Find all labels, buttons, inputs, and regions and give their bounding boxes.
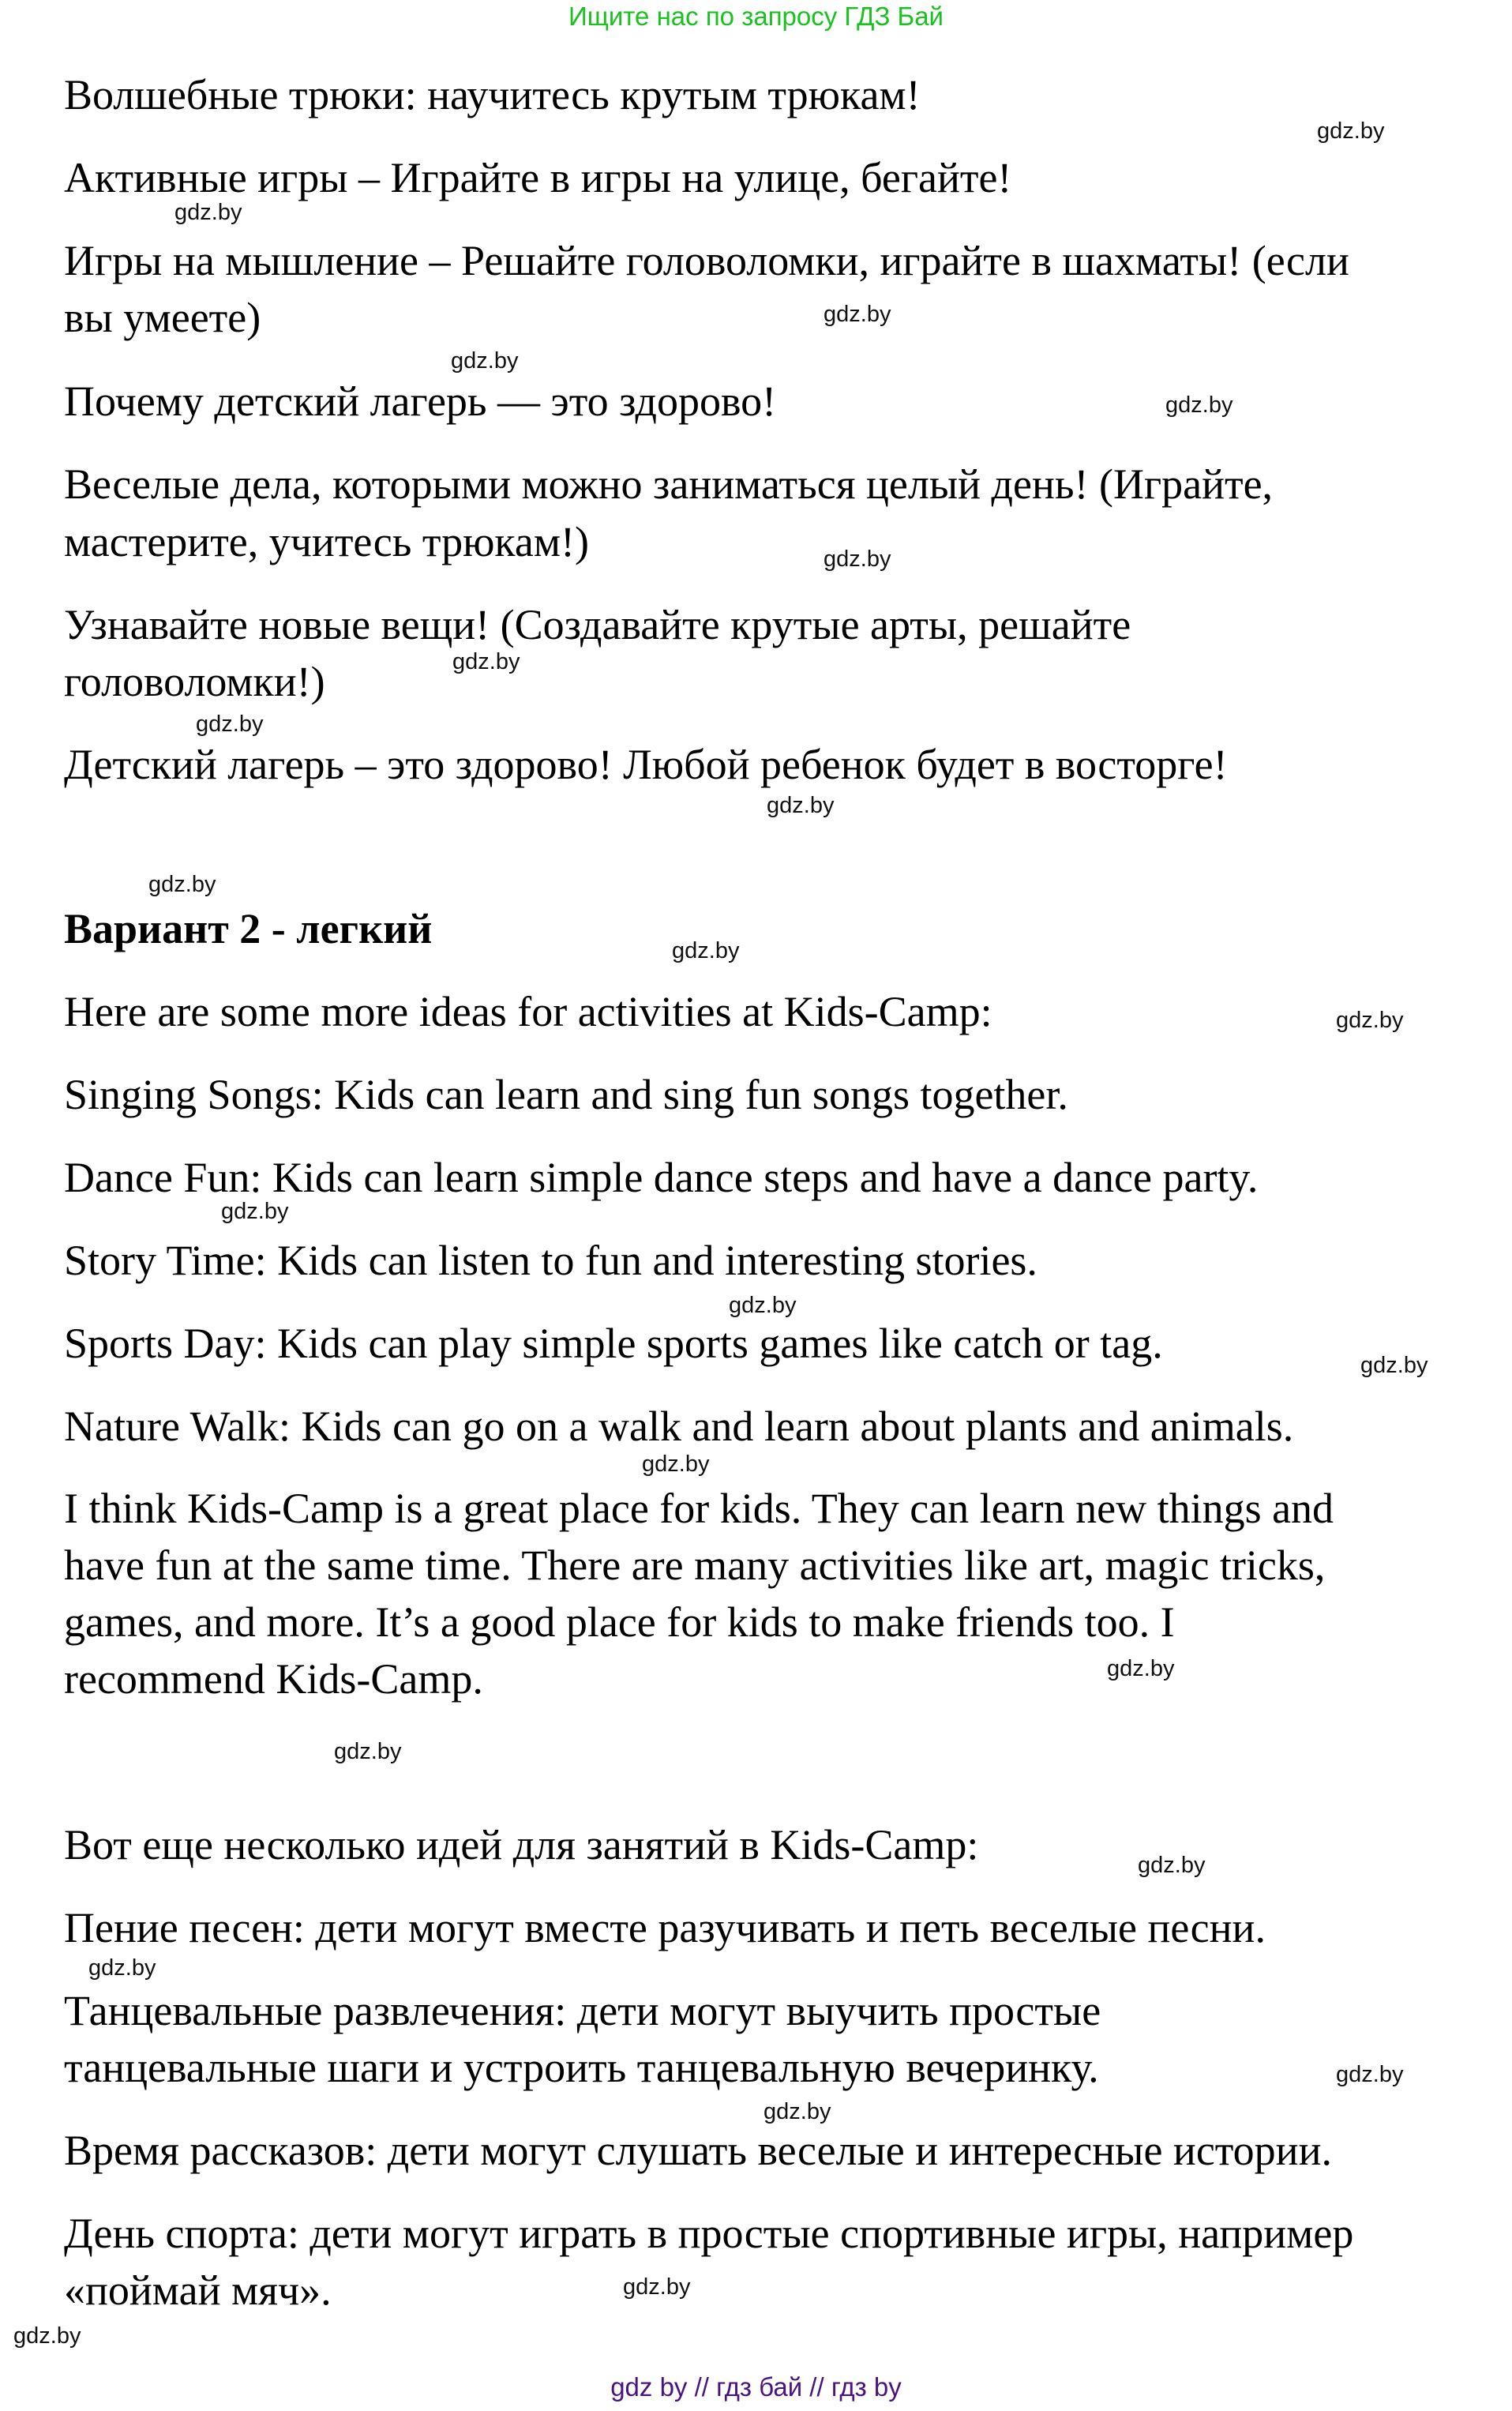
footer-links: gdz by // гдз бай // гдз by [610, 2372, 902, 2402]
watermark: gdz.by [334, 1739, 402, 1764]
watermark: gdz.by [1317, 118, 1385, 144]
watermark: gdz.by [1138, 1853, 1206, 1878]
text-line: танцевальные шаги и устроить танцевальную вечеринку. [64, 2044, 1099, 2091]
text-line: Веселые дела, которыми можно заниматься целый день! (Играйте, [64, 460, 1274, 508]
text-line: День спорта: дети могут играть в простые спортивные игры, например [64, 2210, 1354, 2257]
text-line: I think Kids-Camp is a great place for kids. They can learn new things and [64, 1485, 1334, 1532]
text-line: Here are some more ideas for activities at Kids-Camp: [64, 988, 992, 1035]
text-line: Почему детский лагерь — это здорово! [64, 377, 777, 425]
text-line: мастерите, учитесь трюкам!) [64, 518, 589, 565]
text-line: Singing Songs: Kids can learn and sing fun songs together. [64, 1071, 1068, 1118]
text-line: Dance Fun: Kids can learn simple dance steps and have a dance party. [64, 1154, 1259, 1201]
watermark: gdz.by [174, 200, 242, 225]
watermark: gdz.by [642, 1451, 710, 1477]
watermark: gdz.by [88, 1955, 156, 1981]
text-line: Nature Walk: Kids can go on a walk and learn about plants and animals. [64, 1403, 1294, 1450]
text-line: Узнавайте новые вещи! (Создавайте крутые арты, решайте [64, 601, 1131, 648]
text-line: have fun at the same time. There are many activities like art, magic tricks, [64, 1542, 1326, 1589]
text-line: «поймай мяч». [64, 2266, 332, 2314]
text-line: Волшебные трюки: научитесь крутым трюкам! [64, 71, 921, 118]
text-line: Sports Day: Kids can play simple sports games like catch or tag. [64, 1320, 1163, 1367]
watermark: gdz.by [452, 649, 520, 674]
watermark: gdz.by [764, 2099, 831, 2124]
text-line: games, and more. It’s a good place for kids to make friends too. I [64, 1598, 1175, 1646]
text-line: Активные игры – Играйте в игры на улице, бегайте! [64, 154, 1012, 201]
watermark: gdz.by [672, 938, 740, 963]
text-line: Детский лагерь – это здорово! Любой ребенок будет в восторге! [64, 741, 1228, 788]
watermark: gdz.by [729, 1293, 797, 1318]
text-line: Вот еще несколько идей для занятий в Kids-Camp: [64, 1821, 979, 1868]
section-heading: Вариант 2 - легкий [64, 905, 433, 952]
text-line: Игры на мышление – Решайте головоломки, играйте в шахматы! (если [64, 237, 1349, 284]
watermark: gdz.by [148, 872, 216, 897]
watermark: gdz.by [1336, 2062, 1404, 2087]
watermark: gdz.by [1107, 1656, 1175, 1681]
watermark: gdz.by [1336, 1008, 1404, 1033]
search-hint-header: Ищите нас по запросу ГДЗ Бай [568, 2, 944, 31]
text-line: головоломки!) [64, 658, 325, 705]
watermark: gdz.by [221, 1199, 289, 1224]
watermark: gdz.by [196, 712, 264, 737]
watermark: gdz.by [824, 302, 891, 327]
text-line: Пение песен: дети могут вместе разучивать и петь веселые песни. [64, 1904, 1266, 1951]
text-line: Story Time: Kids can listen to fun and interesting stories. [64, 1237, 1037, 1284]
watermark: gdz.by [623, 2274, 691, 2300]
watermark: gdz.by [1360, 1353, 1428, 1378]
watermark: gdz.by [767, 793, 835, 818]
watermark: gdz.by [451, 348, 519, 374]
text-line: recommend Kids-Camp. [64, 1655, 483, 1703]
text-line: Время рассказов: дети могут слушать веселые и интересные истории. [64, 2127, 1332, 2174]
watermark: gdz.by [1165, 392, 1233, 418]
text-line: вы умеете) [64, 294, 261, 341]
watermark: gdz.by [13, 2323, 81, 2349]
watermark: gdz.by [824, 546, 891, 572]
text-line: Танцевальные развлечения: дети могут выучить простые [64, 1987, 1101, 2034]
